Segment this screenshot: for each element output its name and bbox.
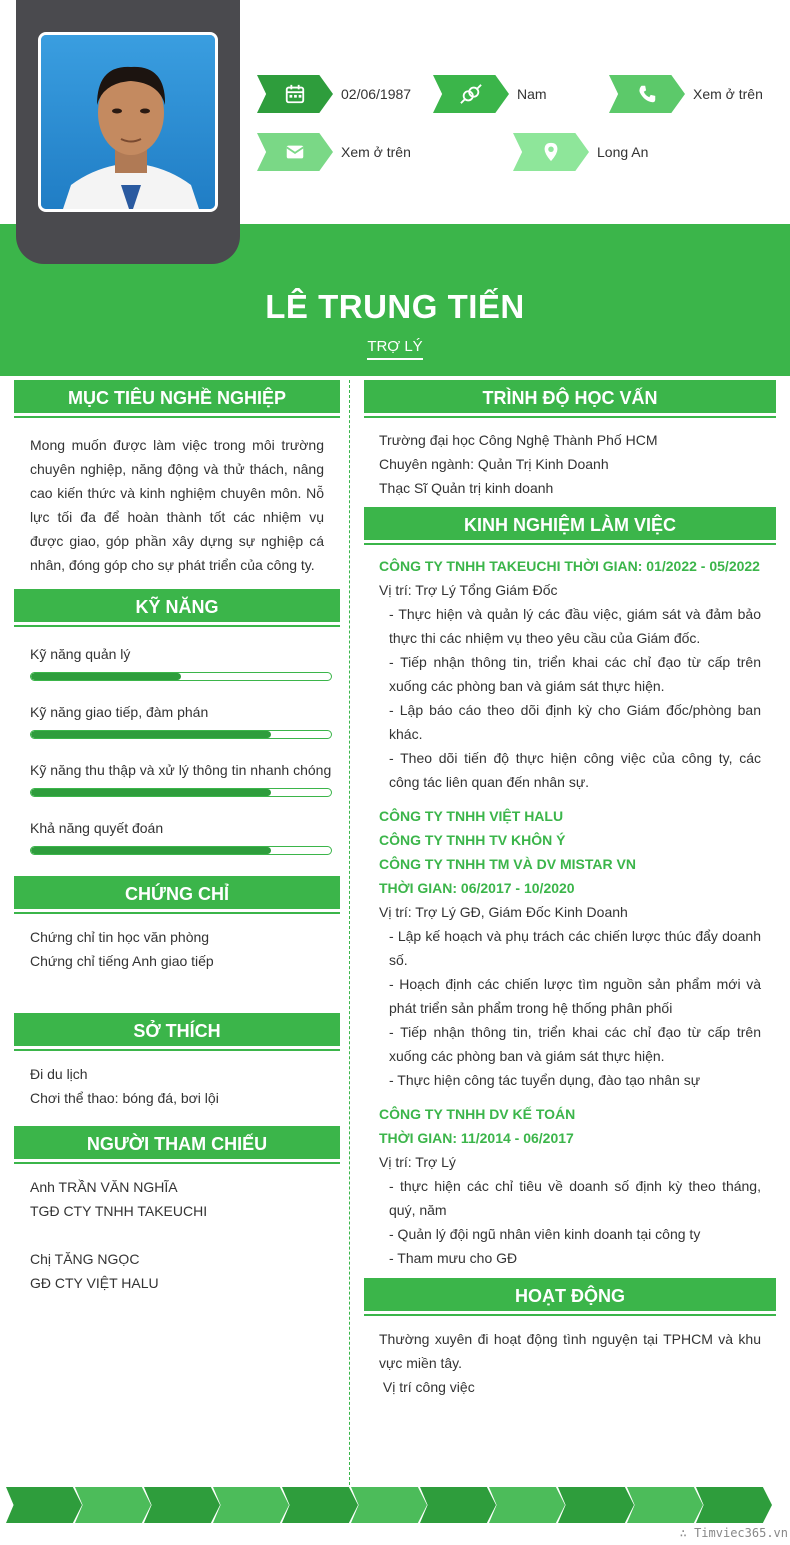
- references-section: [14, 1126, 340, 1295]
- skill-bar: [30, 788, 332, 797]
- footer-chevron: [213, 1487, 289, 1523]
- skill-item: [30, 704, 332, 739]
- footer-arrow-strip: [6, 1487, 776, 1523]
- candidate-name: LÊ TRUNG TIẾN: [265, 288, 525, 325]
- footer-chevron: [489, 1487, 565, 1523]
- job-duty: - Lập báo cáo theo dõi định kỳ cho Giám đốc/phòng ban khác.: [389, 702, 761, 742]
- avatar-photo: [41, 35, 218, 212]
- job-duty: - Thực hiện công tác tuyển dụng, đào tạo nhân sự: [389, 1072, 701, 1088]
- phone-icon: [609, 75, 685, 113]
- footer-chevron: [558, 1487, 634, 1523]
- skill-bar: [30, 672, 332, 681]
- candidate-title: [0, 338, 790, 360]
- job-duty: - Hoạch định các chiến lược tìm nguồn sản phẩm mới và phát triển sản phẩm trong hệ thống phân phối: [389, 976, 761, 1016]
- info-email: [257, 133, 411, 171]
- certificates-heading: CHỨNG CHỈ: [14, 876, 340, 912]
- gender-icon: [433, 75, 509, 113]
- info-birthday: [257, 75, 411, 113]
- activities-section: [364, 1278, 776, 1399]
- job-duty: - Tiếp nhận thông tin, triển khai các chỉ đạo từ cấp trên xuống các phòng ban và giám sát thực hiện.: [389, 1024, 761, 1064]
- job-company: CÔNG TY TNHH VIỆT HALU: [379, 808, 564, 824]
- activities-text: Thường xuyên đi hoạt động tình nguyện tại TPHCM và khu vực miền tây.: [379, 1331, 761, 1371]
- hobbies-heading: SỞ THÍCH: [14, 1013, 340, 1049]
- job-title: CÔNG TY TNHH TAKEUCHI THỜI GIAN: 01/2022 - 05/2022: [379, 558, 760, 574]
- certificate-item: Chứng chỉ tin học văn phòng: [30, 929, 210, 945]
- candidate-title-text: TRỢ LÝ: [367, 338, 422, 360]
- calendar-icon: [257, 75, 333, 113]
- experience-section: [364, 507, 776, 1270]
- skill-bar-fill: [31, 673, 181, 680]
- reference-line: Anh TRẦN VĂN NGHĨA: [30, 1179, 178, 1195]
- footer-chevron: [351, 1487, 427, 1523]
- skill-label: Khả năng quyết đoán: [30, 820, 164, 836]
- column-divider: [349, 380, 350, 1485]
- job-period: THỜI GIAN: 06/2017 - 10/2020: [379, 880, 575, 896]
- location-pin-icon: [513, 133, 589, 171]
- job-position: Vị trí: Trợ Lý GĐ, Giám Đốc Kinh Doanh: [379, 904, 628, 920]
- job-duty: - Lập kế hoạch và phụ trách các chiến lược thúc đẩy doanh số.: [389, 928, 761, 968]
- job-company: CÔNG TY TNHH TV KHÔN Ý: [379, 832, 566, 848]
- phone-value: Xem ở trên: [693, 86, 763, 102]
- education-section: [364, 380, 776, 500]
- avatar: [38, 32, 218, 212]
- job-duty: - Tiếp nhận thông tin, triển khai các chỉ đạo từ cấp trên xuống các phòng ban và giám sát thực hiện.: [389, 654, 761, 694]
- skill-label: Kỹ năng quản lý: [30, 646, 131, 662]
- objective-text: Mong muốn được làm việc trong môi trường chuyên nghiệp, năng động và thử thách, nâng cao kiến thức và kinh nghiệm chuyên môn. Nỗ lực tối đa để hoàn thành tốt các nhiệm vụ được giao, góp phần xây dựng sự nghiệp cá nhân, đóng góp cho sự phát triển của công ty.: [30, 437, 324, 573]
- skill-label: Kỹ năng thu thập và xử lý thông tin nhanh chóng: [30, 762, 332, 778]
- education-heading: TRÌNH ĐỘ HỌC VẤN: [364, 380, 776, 416]
- job-duty: - Theo dõi tiến độ thực hiện công việc của công ty, các công tác liên quan đến nhân sự.: [389, 750, 761, 790]
- skill-item: [30, 762, 332, 797]
- job-period: THỜI GIAN: 11/2014 - 06/2017: [379, 1130, 574, 1146]
- job-duty: - Quản lý đội ngũ nhân viên kinh doanh tại công ty: [389, 1226, 701, 1242]
- hobby-item: Đi du lịch: [30, 1066, 88, 1082]
- gender-value: Nam: [517, 86, 547, 102]
- education-item: Trường đại học Công Nghệ Thành Phố HCM: [379, 432, 658, 448]
- skill-bar-fill: [31, 789, 271, 796]
- reference-line: TGĐ CTY TNHH TAKEUCHI: [30, 1203, 208, 1219]
- footer-chevron: [627, 1487, 703, 1523]
- skill-bar-fill: [31, 731, 271, 738]
- reference-line: Chị TĂNG NGỌC: [30, 1251, 140, 1267]
- certificate-item: Chứng chỉ tiếng Anh giao tiếp: [30, 953, 214, 969]
- skill-bar: [30, 846, 332, 855]
- skills-heading: KỸ NĂNG: [14, 589, 340, 625]
- info-location: [513, 133, 648, 171]
- info-phone: [609, 75, 763, 113]
- footer-chevron: [75, 1487, 151, 1523]
- location-value: Long An: [597, 144, 649, 160]
- references-heading: NGƯỜI THAM CHIẾU: [14, 1126, 340, 1162]
- objective-section: [14, 380, 340, 577]
- hobby-item: Chơi thể thao: bóng đá, bơi lội: [30, 1090, 219, 1106]
- job-company: CÔNG TY TNHH DV KẾ TOÁN: [379, 1106, 576, 1122]
- job-position: Vị trí: Trợ Lý Tổng Giám Đốc: [379, 582, 558, 598]
- education-item: Chuyên ngành: Quản Trị Kinh Doanh: [379, 456, 609, 472]
- info-gender: [433, 75, 547, 113]
- objective-heading: MỤC TIÊU NGHỀ NGHIỆP: [14, 380, 340, 416]
- birthday-value: 02/06/1987: [341, 86, 412, 102]
- photo-panel: [16, 0, 240, 264]
- job-company: CÔNG TY TNHH TM VÀ DV MISTAR VN: [379, 856, 636, 872]
- footer-chevron: [696, 1487, 772, 1523]
- job-duty: - thực hiện các chỉ tiêu về doanh số định kỳ theo tháng, quý, năm: [389, 1178, 761, 1218]
- reference-line: GĐ CTY VIỆT HALU: [30, 1275, 159, 1291]
- footer-chevron: [144, 1487, 220, 1523]
- activities-heading: HOẠT ĐỘNG: [364, 1278, 776, 1314]
- job-duty: - Thực hiện và quản lý các đầu việc, giám sát và đảm bảo thực thi các nhiệm vụ theo yêu cầu của Giám đốc.: [389, 606, 761, 646]
- job-position: Vị trí: Trợ Lý: [379, 1154, 456, 1170]
- footer-chevron: [420, 1487, 496, 1523]
- email-value: Xem ở trên: [341, 144, 411, 160]
- skills-section: [14, 589, 340, 628]
- skill-item: [30, 646, 332, 681]
- skill-item: [30, 820, 332, 855]
- education-item: Thạc Sĩ Quản trị kinh doanh: [379, 480, 554, 496]
- activities-extra: Vị trí công việc: [379, 1379, 475, 1395]
- certificates-section: [14, 876, 340, 973]
- skill-label: Kỹ năng giao tiếp, đàm phán: [30, 704, 209, 720]
- skill-bar: [30, 730, 332, 739]
- experience-heading: KINH NGHIỆM LÀM VIỆC: [364, 507, 776, 543]
- job-duty: - Tham mưu cho GĐ: [389, 1250, 518, 1266]
- skill-bar-fill: [31, 847, 271, 854]
- footer-chevron: [282, 1487, 358, 1523]
- hobbies-section: [14, 1013, 340, 1110]
- footer-chevron: [6, 1487, 82, 1523]
- brand-watermark: ∴ Timviec365.vn: [679, 1526, 788, 1540]
- email-icon: [257, 133, 333, 171]
